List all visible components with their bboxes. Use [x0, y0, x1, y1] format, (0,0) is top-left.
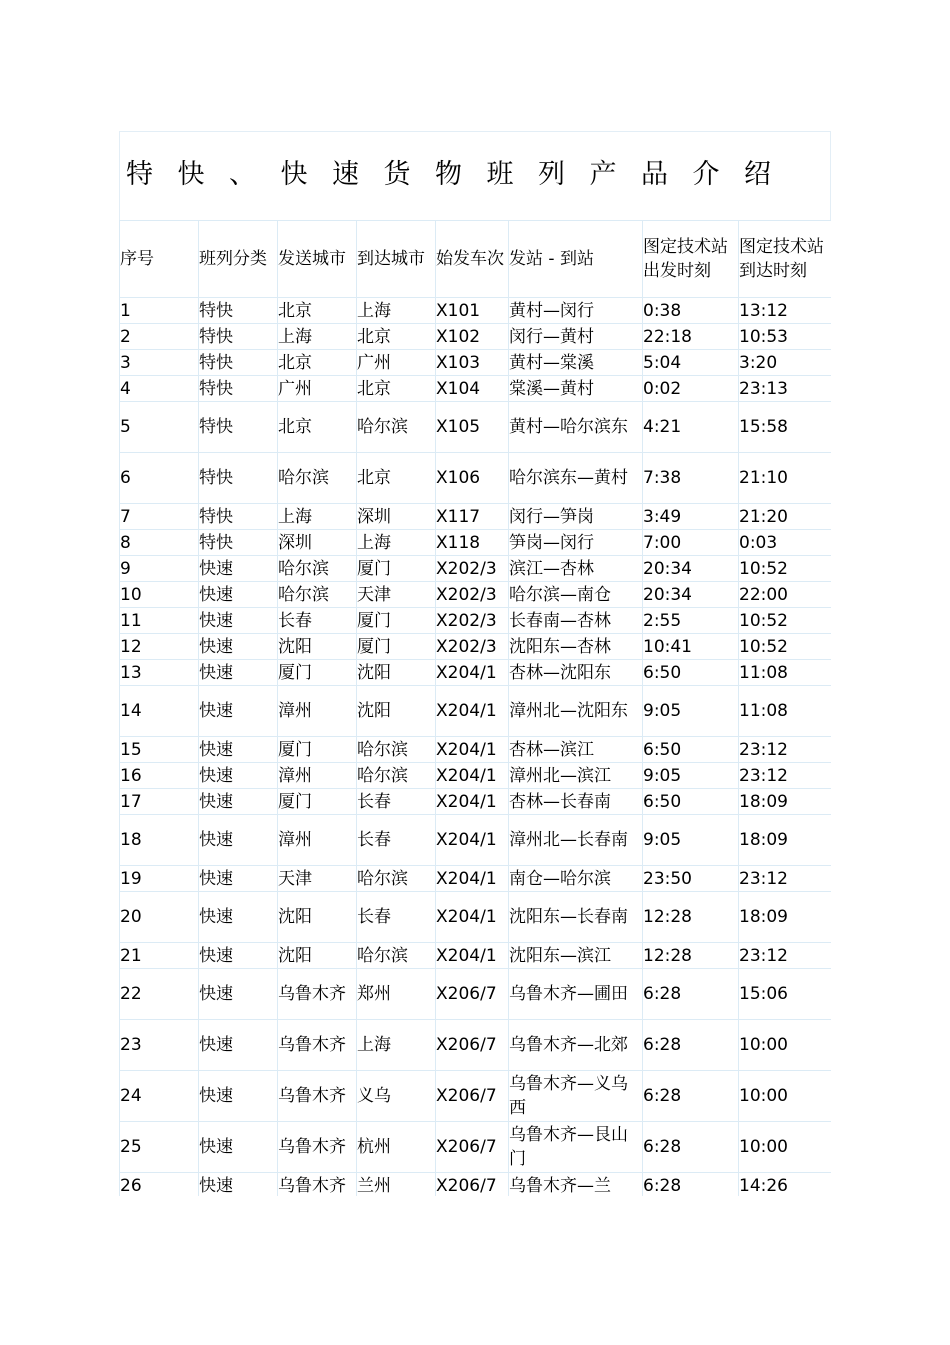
- header-destination-city: 到达城市: [357, 221, 436, 298]
- table-row: [120, 350, 832, 376]
- cell-departure-time: 22:18: [643, 324, 739, 350]
- cell-category: 快速: [199, 969, 278, 1020]
- cell-category: 快速: [199, 1020, 278, 1071]
- table-row: [120, 1020, 832, 1071]
- cell-destination-city: 北京: [357, 453, 436, 504]
- cell-destination-city: 厦门: [357, 556, 436, 582]
- cell-arrival-time: 23:13: [739, 376, 832, 402]
- cell-route: 沈阳东—杏林: [509, 634, 643, 660]
- cell-index: 6: [120, 453, 199, 504]
- cell-train-number: X206/7: [436, 1173, 509, 1197]
- cell-category: 特快: [199, 298, 278, 324]
- cell-index: 14: [120, 686, 199, 737]
- cell-departure-time: 9:05: [643, 815, 739, 866]
- table-row: [120, 402, 832, 453]
- cell-arrival-time: 3:20: [739, 350, 832, 376]
- cell-route: 黄村—棠溪: [509, 350, 643, 376]
- cell-arrival-time: 10:52: [739, 608, 832, 634]
- cell-train-number: X204/1: [436, 789, 509, 815]
- cell-index: 13: [120, 660, 199, 686]
- cell-departure-time: 7:00: [643, 530, 739, 556]
- cell-origin-city: 乌鲁木齐: [278, 1020, 357, 1071]
- cell-category: 快速: [199, 763, 278, 789]
- cell-destination-city: 深圳: [357, 504, 436, 530]
- cell-destination-city: 厦门: [357, 634, 436, 660]
- cell-train-number: X105: [436, 402, 509, 453]
- cell-destination-city: 上海: [357, 1020, 436, 1071]
- cell-index: 26: [120, 1173, 199, 1197]
- cell-arrival-time: 23:12: [739, 943, 832, 969]
- cell-index: 10: [120, 582, 199, 608]
- cell-route: 沈阳东—滨江: [509, 943, 643, 969]
- table-row: [120, 556, 832, 582]
- cell-destination-city: 哈尔滨: [357, 737, 436, 763]
- cell-route: 长春南—杏林: [509, 608, 643, 634]
- cell-origin-city: 乌鲁木齐: [278, 969, 357, 1020]
- cell-origin-city: 漳州: [278, 763, 357, 789]
- cell-destination-city: 郑州: [357, 969, 436, 1020]
- cell-category: 快速: [199, 1122, 278, 1173]
- cell-arrival-time: 10:00: [739, 1071, 832, 1122]
- cell-arrival-time: 21:20: [739, 504, 832, 530]
- cell-train-number: X106: [436, 453, 509, 504]
- cell-destination-city: 上海: [357, 530, 436, 556]
- cell-arrival-time: 18:09: [739, 815, 832, 866]
- cell-index: 23: [120, 1020, 199, 1071]
- cell-destination-city: 沈阳: [357, 660, 436, 686]
- cell-origin-city: 北京: [278, 350, 357, 376]
- cell-destination-city: 长春: [357, 815, 436, 866]
- table-body: [120, 221, 832, 1197]
- cell-destination-city: 厦门: [357, 608, 436, 634]
- cell-destination-city: 长春: [357, 892, 436, 943]
- cell-origin-city: 北京: [278, 298, 357, 324]
- cell-train-number: X104: [436, 376, 509, 402]
- table-row: [120, 582, 832, 608]
- cell-train-number: X206/7: [436, 969, 509, 1020]
- cell-train-number: X206/7: [436, 1122, 509, 1173]
- cell-index: 3: [120, 350, 199, 376]
- cell-origin-city: 哈尔滨: [278, 453, 357, 504]
- cell-route: 杏林—长春南: [509, 789, 643, 815]
- header-origin-city: 发送城市: [278, 221, 357, 298]
- cell-index: 17: [120, 789, 199, 815]
- cell-destination-city: 广州: [357, 350, 436, 376]
- cell-index: 7: [120, 504, 199, 530]
- cell-destination-city: 北京: [357, 324, 436, 350]
- cell-departure-time: 7:38: [643, 453, 739, 504]
- cell-origin-city: 漳州: [278, 815, 357, 866]
- cell-departure-time: 12:28: [643, 892, 739, 943]
- cell-departure-time: 9:05: [643, 763, 739, 789]
- cell-route: 笋岗—闵行: [509, 530, 643, 556]
- cell-route: 棠溪—黄村: [509, 376, 643, 402]
- cell-category: 特快: [199, 504, 278, 530]
- cell-train-number: X102: [436, 324, 509, 350]
- cell-route: 杏林—滨江: [509, 737, 643, 763]
- cell-destination-city: 北京: [357, 376, 436, 402]
- cell-route: 乌鲁木齐—北郊: [509, 1020, 643, 1071]
- cell-category: 特快: [199, 453, 278, 504]
- cell-category: 快速: [199, 815, 278, 866]
- cell-index: 2: [120, 324, 199, 350]
- table-row: [120, 530, 832, 556]
- cell-train-number: X204/1: [436, 686, 509, 737]
- cell-arrival-time: 11:08: [739, 660, 832, 686]
- cell-index: 8: [120, 530, 199, 556]
- cell-arrival-time: 10:00: [739, 1020, 832, 1071]
- cell-departure-time: 20:34: [643, 556, 739, 582]
- cell-index: 16: [120, 763, 199, 789]
- table-row: [120, 892, 832, 943]
- cell-index: 20: [120, 892, 199, 943]
- cell-departure-time: 6:50: [643, 789, 739, 815]
- cell-departure-time: 6:28: [643, 1173, 739, 1197]
- table-row: [120, 453, 832, 504]
- cell-category: 特快: [199, 530, 278, 556]
- cell-origin-city: 厦门: [278, 737, 357, 763]
- cell-origin-city: 广州: [278, 376, 357, 402]
- cell-route: 闵行—黄村: [509, 324, 643, 350]
- cell-category: 特快: [199, 402, 278, 453]
- cell-origin-city: 天津: [278, 866, 357, 892]
- document-title: 特快、快速货物班列产品介绍: [126, 159, 796, 190]
- cell-arrival-time: 10:52: [739, 634, 832, 660]
- cell-departure-time: 6:28: [643, 969, 739, 1020]
- cell-arrival-time: 23:12: [739, 737, 832, 763]
- cell-route: 黄村—闵行: [509, 298, 643, 324]
- table-row: [120, 504, 832, 530]
- cell-train-number: X204/1: [436, 943, 509, 969]
- cell-category: 特快: [199, 350, 278, 376]
- table-row: [120, 737, 832, 763]
- cell-route: 乌鲁木齐—圃田: [509, 969, 643, 1020]
- cell-departure-time: 5:04: [643, 350, 739, 376]
- cell-departure-time: 10:41: [643, 634, 739, 660]
- cell-origin-city: 厦门: [278, 789, 357, 815]
- cell-train-number: X202/3: [436, 556, 509, 582]
- cell-destination-city: 上海: [357, 298, 436, 324]
- cell-index: 19: [120, 866, 199, 892]
- cell-index: 15: [120, 737, 199, 763]
- table-header-row: [120, 221, 832, 298]
- cell-route: 滨江—杏林: [509, 556, 643, 582]
- cell-origin-city: 乌鲁木齐: [278, 1071, 357, 1122]
- cell-train-number: X202/3: [436, 634, 509, 660]
- cell-index: 4: [120, 376, 199, 402]
- cell-category: 快速: [199, 634, 278, 660]
- cell-category: 快速: [199, 608, 278, 634]
- cell-arrival-time: 18:09: [739, 892, 832, 943]
- cell-index: 24: [120, 1071, 199, 1122]
- cell-route: 南仓—哈尔滨: [509, 866, 643, 892]
- cell-origin-city: 哈尔滨: [278, 556, 357, 582]
- cell-route: 哈尔滨—南仓: [509, 582, 643, 608]
- cell-train-number: X202/3: [436, 608, 509, 634]
- cell-arrival-time: 10:52: [739, 556, 832, 582]
- cell-train-number: X103: [436, 350, 509, 376]
- cell-category: 快速: [199, 686, 278, 737]
- cell-destination-city: 兰州: [357, 1173, 436, 1197]
- table-row: [120, 608, 832, 634]
- header-arrival-time: 图定技术站到达时刻: [739, 221, 832, 298]
- cell-origin-city: 北京: [278, 402, 357, 453]
- cell-train-number: X204/1: [436, 815, 509, 866]
- cell-index: 11: [120, 608, 199, 634]
- cell-origin-city: 沈阳: [278, 634, 357, 660]
- header-category: 班列分类: [199, 221, 278, 298]
- cell-index: 22: [120, 969, 199, 1020]
- cell-arrival-time: 11:08: [739, 686, 832, 737]
- cell-route: 黄村—哈尔滨东: [509, 402, 643, 453]
- cell-index: 12: [120, 634, 199, 660]
- cell-route: 乌鲁木齐—兰: [509, 1173, 643, 1197]
- cell-category: 快速: [199, 582, 278, 608]
- cell-route: 杏林—沈阳东: [509, 660, 643, 686]
- cell-arrival-time: 14:26: [739, 1173, 832, 1197]
- cell-departure-time: 0:02: [643, 376, 739, 402]
- cell-train-number: X101: [436, 298, 509, 324]
- freight-train-table: [119, 220, 831, 1196]
- cell-index: 5: [120, 402, 199, 453]
- cell-arrival-time: 15:06: [739, 969, 832, 1020]
- cell-departure-time: 6:28: [643, 1122, 739, 1173]
- table-row: [120, 789, 832, 815]
- table-row: [120, 969, 832, 1020]
- cell-departure-time: 6:50: [643, 737, 739, 763]
- cell-destination-city: 哈尔滨: [357, 763, 436, 789]
- cell-train-number: X202/3: [436, 582, 509, 608]
- header-train-number: 始发车次: [436, 221, 509, 298]
- cell-train-number: X117: [436, 504, 509, 530]
- header-index: 序号: [120, 221, 199, 298]
- cell-train-number: X206/7: [436, 1020, 509, 1071]
- cell-departure-time: 4:21: [643, 402, 739, 453]
- cell-category: 快速: [199, 892, 278, 943]
- table-row: [120, 943, 832, 969]
- cell-category: 快速: [199, 660, 278, 686]
- cell-train-number: X204/1: [436, 660, 509, 686]
- cell-category: 快速: [199, 737, 278, 763]
- cell-category: 快速: [199, 1173, 278, 1197]
- cell-route: 漳州北—滨江: [509, 763, 643, 789]
- cell-destination-city: 长春: [357, 789, 436, 815]
- cell-departure-time: 3:49: [643, 504, 739, 530]
- cell-category: 快速: [199, 556, 278, 582]
- cell-train-number: X204/1: [436, 763, 509, 789]
- cell-index: 21: [120, 943, 199, 969]
- cell-arrival-time: 21:10: [739, 453, 832, 504]
- cell-arrival-time: 15:58: [739, 402, 832, 453]
- cell-destination-city: 沈阳: [357, 686, 436, 737]
- cell-category: 快速: [199, 943, 278, 969]
- cell-category: 快速: [199, 789, 278, 815]
- cell-train-number: X118: [436, 530, 509, 556]
- cell-departure-time: 20:34: [643, 582, 739, 608]
- cell-category: 快速: [199, 866, 278, 892]
- cell-category: 快速: [199, 1071, 278, 1122]
- document-sheet: [119, 131, 831, 1196]
- cell-origin-city: 哈尔滨: [278, 582, 357, 608]
- cell-route: 漳州北—沈阳东: [509, 686, 643, 737]
- cell-train-number: X204/1: [436, 892, 509, 943]
- cell-origin-city: 沈阳: [278, 943, 357, 969]
- cell-origin-city: 上海: [278, 324, 357, 350]
- cell-route: 漳州北—长春南: [509, 815, 643, 866]
- cell-index: 1: [120, 298, 199, 324]
- cell-departure-time: 12:28: [643, 943, 739, 969]
- table-row: [120, 324, 832, 350]
- cell-arrival-time: 10:00: [739, 1122, 832, 1173]
- cell-departure-time: 2:55: [643, 608, 739, 634]
- cell-departure-time: 23:50: [643, 866, 739, 892]
- cell-destination-city: 哈尔滨: [357, 402, 436, 453]
- cell-destination-city: 义乌: [357, 1071, 436, 1122]
- cell-departure-time: 9:05: [643, 686, 739, 737]
- cell-origin-city: 长春: [278, 608, 357, 634]
- cell-arrival-time: 22:00: [739, 582, 832, 608]
- cell-index: 25: [120, 1122, 199, 1173]
- cell-origin-city: 漳州: [278, 686, 357, 737]
- cell-departure-time: 6:28: [643, 1020, 739, 1071]
- cell-index: 9: [120, 556, 199, 582]
- cell-route: 哈尔滨东—黄村: [509, 453, 643, 504]
- cell-origin-city: 乌鲁木齐: [278, 1173, 357, 1197]
- table-row: [120, 1122, 832, 1173]
- cell-destination-city: 杭州: [357, 1122, 436, 1173]
- cell-origin-city: 厦门: [278, 660, 357, 686]
- cell-route: 沈阳东—长春南: [509, 892, 643, 943]
- table-row: [120, 660, 832, 686]
- table-row: [120, 686, 832, 737]
- cell-arrival-time: 18:09: [739, 789, 832, 815]
- cell-origin-city: 上海: [278, 504, 357, 530]
- table-row: [120, 1071, 832, 1122]
- table-row: [120, 298, 832, 324]
- cell-route: 闵行—笋岗: [509, 504, 643, 530]
- table-row: [120, 634, 832, 660]
- header-route: 发站 - 到站: [509, 221, 643, 298]
- table-row: [120, 1173, 832, 1197]
- title-box: [119, 131, 831, 220]
- cell-arrival-time: 23:12: [739, 866, 832, 892]
- header-departure-time: 图定技术站出发时刻: [643, 221, 739, 298]
- cell-route: 乌鲁木齐—义乌西: [509, 1071, 643, 1122]
- cell-origin-city: 深圳: [278, 530, 357, 556]
- cell-origin-city: 沈阳: [278, 892, 357, 943]
- cell-arrival-time: 13:12: [739, 298, 832, 324]
- cell-index: 18: [120, 815, 199, 866]
- cell-destination-city: 哈尔滨: [357, 866, 436, 892]
- cell-train-number: X206/7: [436, 1071, 509, 1122]
- table-row: [120, 866, 832, 892]
- cell-category: 特快: [199, 376, 278, 402]
- cell-train-number: X204/1: [436, 737, 509, 763]
- cell-departure-time: 6:28: [643, 1071, 739, 1122]
- cell-destination-city: 天津: [357, 582, 436, 608]
- cell-arrival-time: 23:12: [739, 763, 832, 789]
- cell-route: 乌鲁木齐—艮山门: [509, 1122, 643, 1173]
- cell-train-number: X204/1: [436, 866, 509, 892]
- table-row: [120, 815, 832, 866]
- cell-destination-city: 哈尔滨: [357, 943, 436, 969]
- cell-origin-city: 乌鲁木齐: [278, 1122, 357, 1173]
- cell-departure-time: 0:38: [643, 298, 739, 324]
- table-row: [120, 376, 832, 402]
- cell-arrival-time: 10:53: [739, 324, 832, 350]
- cell-category: 特快: [199, 324, 278, 350]
- cell-departure-time: 6:50: [643, 660, 739, 686]
- cell-arrival-time: 0:03: [739, 530, 832, 556]
- table-row: [120, 763, 832, 789]
